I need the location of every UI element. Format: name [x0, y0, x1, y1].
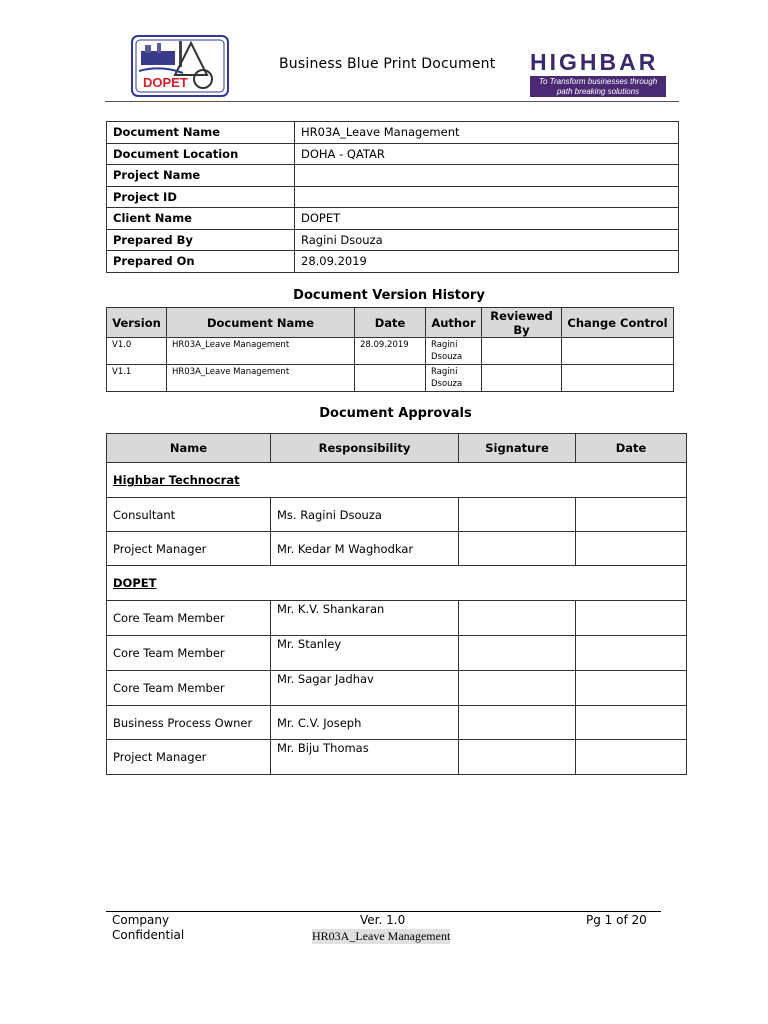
svg-text:DOPET: DOPET: [143, 75, 188, 90]
footer-version: Ver. 1.0: [360, 913, 406, 927]
column-header: Responsibility: [271, 434, 459, 463]
table-header-row: [107, 308, 674, 338]
approver-role: Core Team Member: [107, 671, 271, 706]
highbar-logo: [528, 50, 668, 98]
info-label: Prepared By: [107, 229, 295, 251]
table-row: [107, 338, 674, 365]
info-value: HR03A_Leave Management: [295, 122, 679, 144]
footer-confidential: Company Confidential: [112, 913, 185, 942]
table-cell: [562, 365, 674, 392]
approver-name: Mr. C.V. Joseph: [271, 706, 459, 740]
table-cell: [562, 338, 674, 365]
table-cell: HR03A_Leave Management: [167, 365, 355, 392]
approver-name: Ms. Ragini Dsouza: [271, 498, 459, 532]
approver-role: Consultant: [107, 498, 271, 532]
info-value: 28.09.2019: [295, 251, 679, 273]
approver-name: Mr. Kedar M Waghodkar: [271, 532, 459, 566]
signature-cell: [459, 671, 576, 706]
date-cell: [576, 636, 687, 671]
footer-divider: [106, 911, 661, 912]
group-name: Highbar Technocrat: [107, 463, 687, 498]
table-row: [107, 143, 679, 165]
document-header-title: Business Blue Print Document: [279, 56, 496, 72]
column-header: Reviewed By: [482, 308, 562, 338]
approver-name: Mr. Sagar Jadhav: [271, 671, 459, 706]
approver-role: Core Team Member: [107, 601, 271, 636]
version-history-table: [106, 307, 674, 392]
table-cell: Ragini Dsouza: [426, 365, 482, 392]
info-value: [295, 186, 679, 208]
info-value: Ragini Dsouza: [295, 229, 679, 251]
approver-role: Core Team Member: [107, 636, 271, 671]
approvals-title: Document Approvals: [319, 406, 472, 421]
table-row: [107, 601, 687, 636]
table-row: [107, 671, 687, 706]
dopet-logo: [131, 35, 229, 97]
date-cell: [576, 740, 687, 775]
table-row: [107, 208, 679, 230]
column-header: Document Name: [167, 308, 355, 338]
info-value: DOHA - QATAR: [295, 143, 679, 165]
signature-cell: [459, 498, 576, 532]
signature-cell: [459, 706, 576, 740]
footer-page-number: Pg 1 of 20: [586, 913, 647, 927]
footer-document-name: HR03A_Leave Management: [312, 929, 451, 943]
column-header: Signature: [459, 434, 576, 463]
approver-role: Project Manager: [107, 740, 271, 775]
approver-name: Mr. Biju Thomas: [271, 740, 459, 775]
table-row: [107, 740, 687, 775]
table-cell: Ragini Dsouza: [426, 338, 482, 365]
signature-cell: [459, 601, 576, 636]
info-label: Document Name: [107, 122, 295, 144]
info-label: Client Name: [107, 208, 295, 230]
table-row: [107, 636, 687, 671]
table-cell: [482, 338, 562, 365]
info-value: [295, 165, 679, 187]
table-cell: V1.1: [107, 365, 167, 392]
info-label: Document Location: [107, 143, 295, 165]
table-row: [107, 251, 679, 273]
column-header: Date: [576, 434, 687, 463]
highbar-wordmark: HIGHBAR: [530, 49, 659, 75]
group-row: [107, 463, 687, 498]
table-cell: V1.0: [107, 338, 167, 365]
table-row: [107, 365, 674, 392]
signature-cell: [459, 740, 576, 775]
table-cell: [355, 365, 426, 392]
table-row: [107, 165, 679, 187]
group-row: [107, 566, 687, 601]
date-cell: [576, 498, 687, 532]
column-header: Change Control: [562, 308, 674, 338]
signature-cell: [459, 532, 576, 566]
table-row: [107, 229, 679, 251]
column-header: Version: [107, 308, 167, 338]
column-header: Name: [107, 434, 271, 463]
column-header: Author: [426, 308, 482, 338]
date-cell: [576, 706, 687, 740]
date-cell: [576, 532, 687, 566]
version-history-title: Document Version History: [293, 288, 485, 303]
header-divider: [105, 101, 679, 102]
table-row: [107, 186, 679, 208]
document-info-table: [106, 121, 679, 273]
approvals-table: [106, 433, 687, 775]
date-cell: [576, 601, 687, 636]
approver-name: Mr. Stanley: [271, 636, 459, 671]
info-value: DOPET: [295, 208, 679, 230]
table-cell: HR03A_Leave Management: [167, 338, 355, 365]
column-header: Date: [355, 308, 426, 338]
info-label: Project ID: [107, 186, 295, 208]
approver-role: Project Manager: [107, 532, 271, 566]
table-row: [107, 498, 687, 532]
date-cell: [576, 671, 687, 706]
table-cell: [482, 365, 562, 392]
highbar-tagline: To Transform businesses through path breaking solutions: [530, 76, 666, 97]
approver-name: Mr. K.V. Shankaran: [271, 601, 459, 636]
approver-role: Business Process Owner: [107, 706, 271, 740]
signature-cell: [459, 636, 576, 671]
info-label: Prepared On: [107, 251, 295, 273]
group-name: DOPET: [107, 566, 687, 601]
info-label: Project Name: [107, 165, 295, 187]
table-row: [107, 532, 687, 566]
table-cell: 28.09.2019: [355, 338, 426, 365]
table-row: [107, 122, 679, 144]
table-row: [107, 706, 687, 740]
table-header-row: [107, 434, 687, 463]
